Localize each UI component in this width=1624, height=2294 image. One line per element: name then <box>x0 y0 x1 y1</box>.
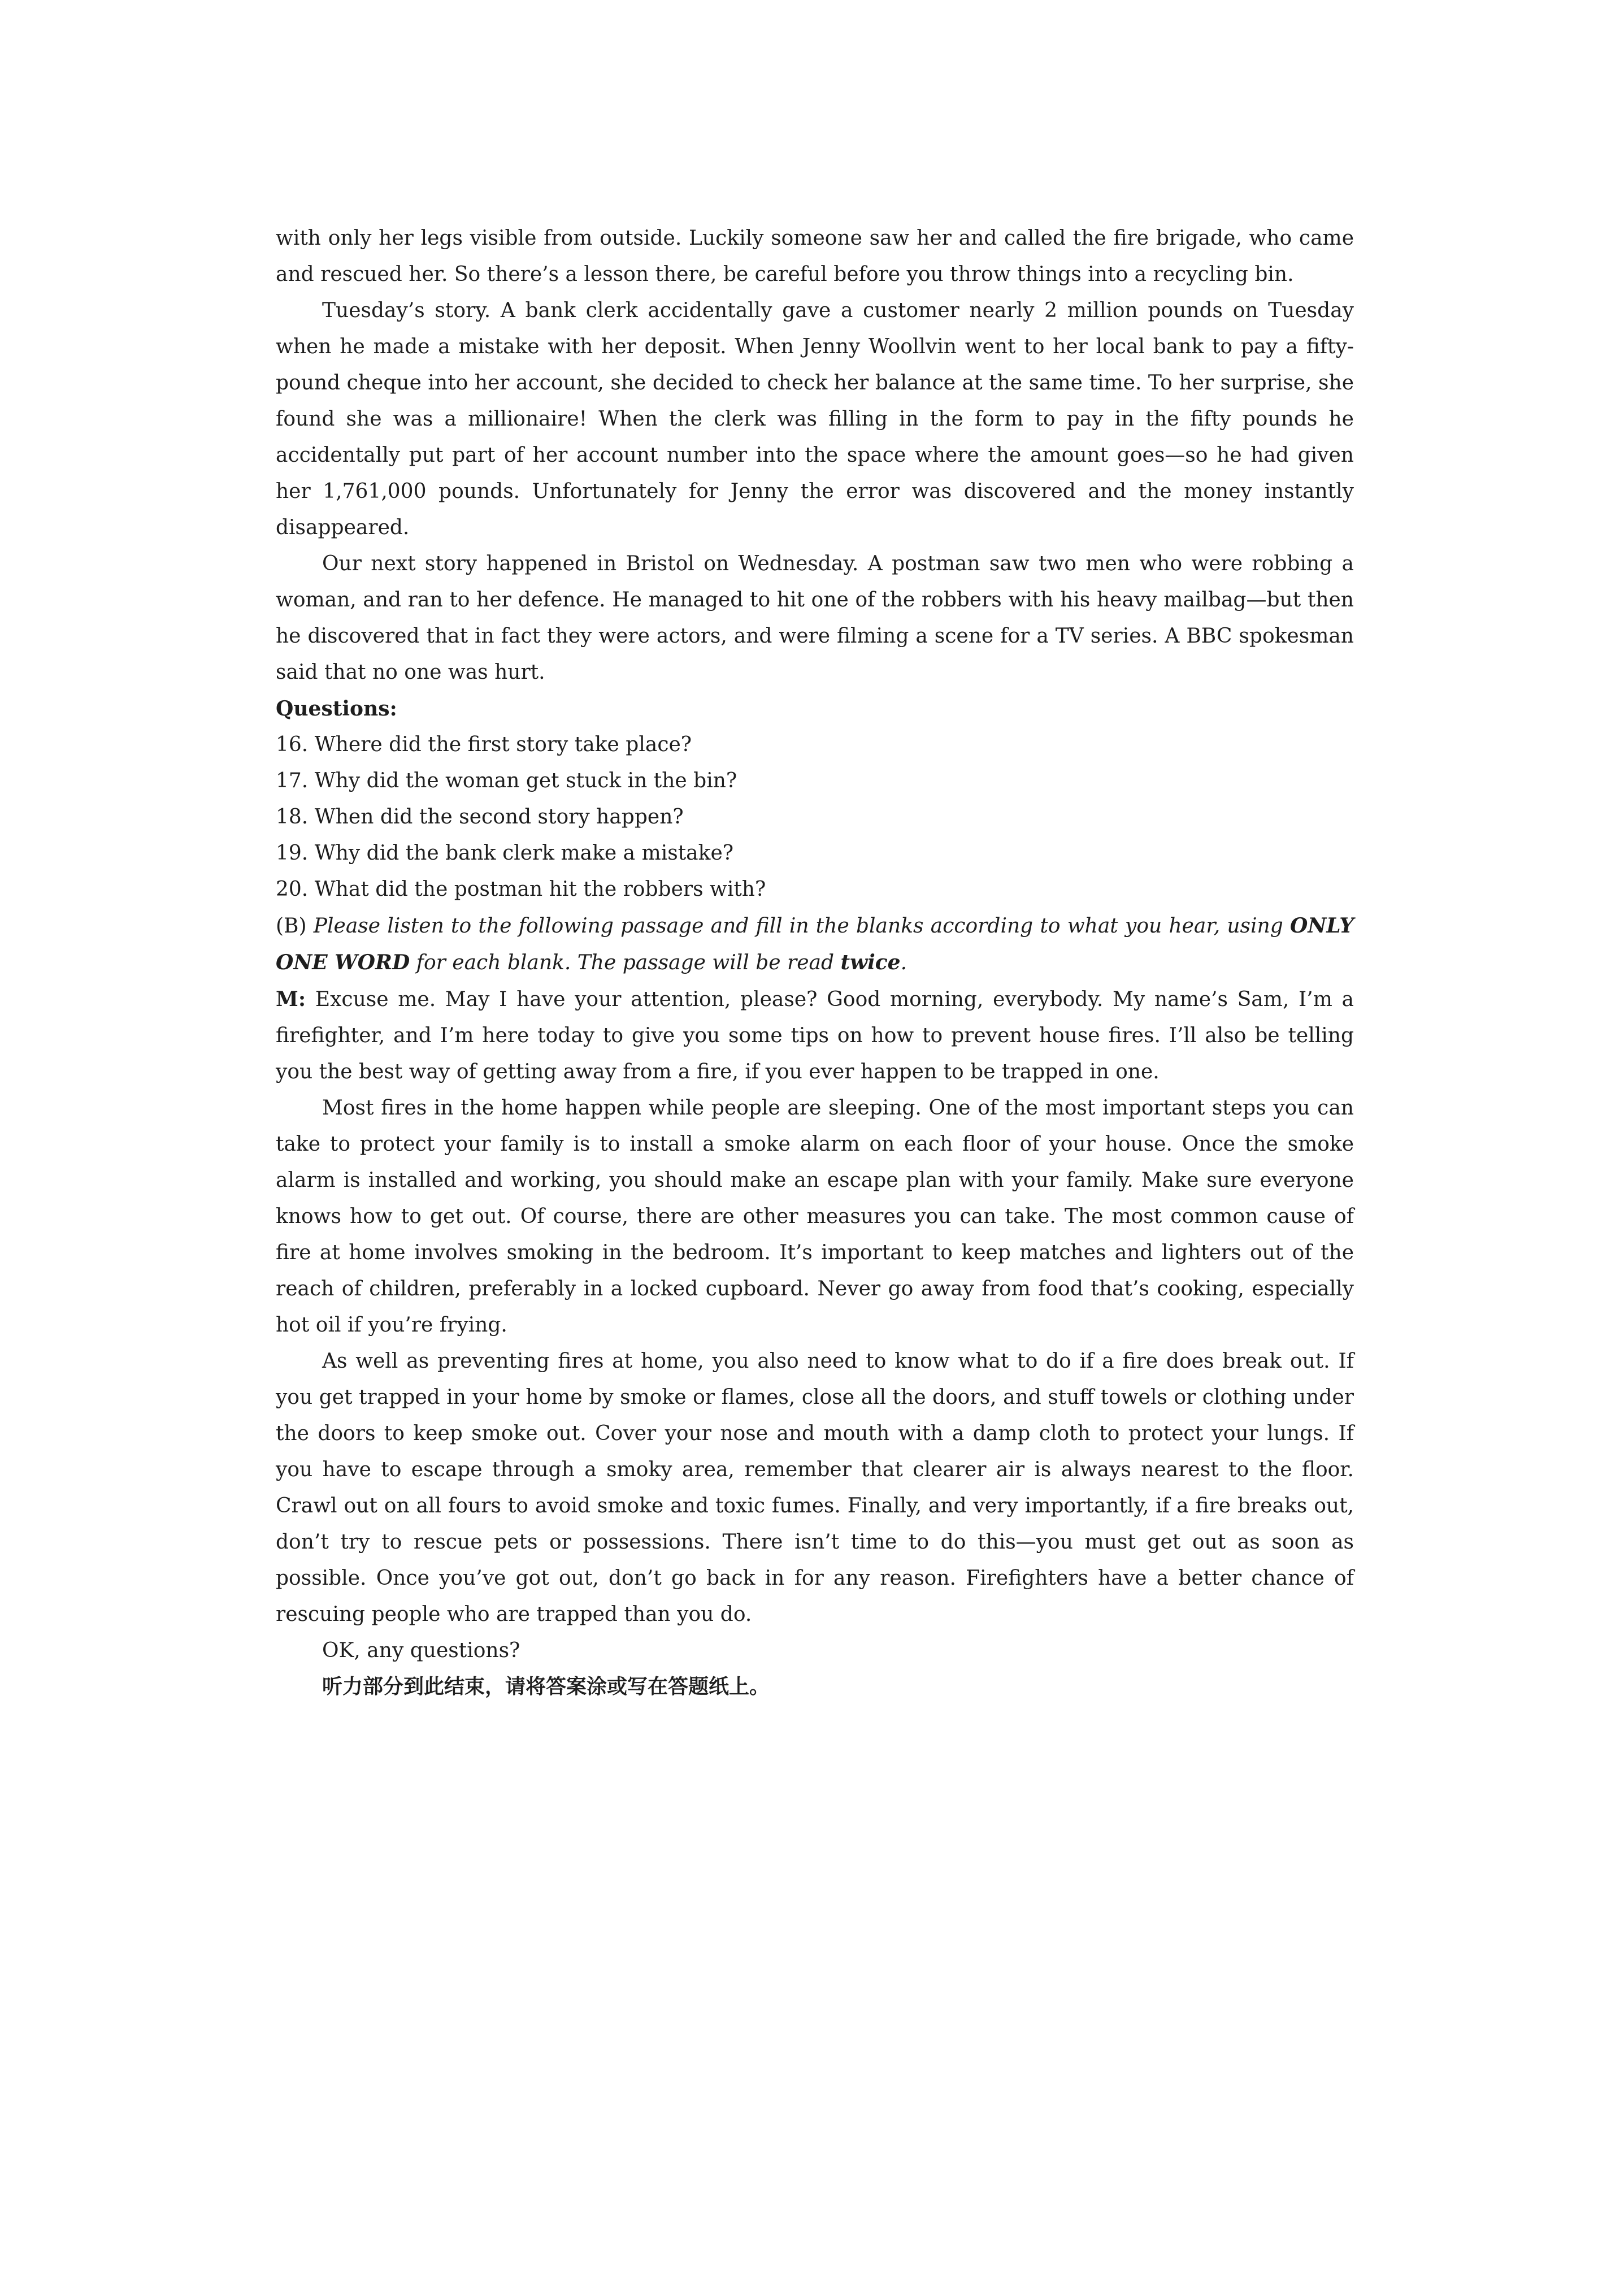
speaker-label: M: <box>276 987 306 1011</box>
passage-intro-text: Excuse me. May I have your attention, please? Good morning, everybody. My name’s Sam, I’m a firefighter, and I’m here today to give you some tips on how to prevent house fires. I’ll also be telling you the best way of getting away from a fire, if you ever happen to be trapped in one. <box>276 988 1354 1083</box>
instruction-emphasis-one-word: ONLY ONE WORD <box>276 914 1354 974</box>
instruction-text-2: for each blank. The passage will be read <box>416 951 835 974</box>
question-16: 16. Where did the first story take place? <box>276 733 692 756</box>
questions-heading: Questions: <box>276 697 397 721</box>
story-paragraph-wednesday: Our next story happened in Bristol on Wednesday. A postman saw two men who were robbing a woman, and ran to her defence. He managed to hit one of the robbers with his heavy mailbag—but then he discovered that in fact they were actors, and were filming a scene for a TV series. A BBC spokesman said that no one was hurt. <box>276 552 1354 684</box>
question-20: 20. What did the postman hit the robbers with? <box>276 878 766 901</box>
passage-paragraph-intro <box>276 981 1354 1090</box>
closing-line: OK, any questions? <box>322 1639 520 1662</box>
story-paragraph-tuesday: Tuesday’s story. A bank clerk accidentally gave a customer nearly 2 million pounds on Tuesday when he made a mistake with her deposit. When Jenny Woollvin went to her local bank to pay a fifty-pound cheque into her account, she decided to check her balance at the same time. To her surprise, she found she was a millionaire! When the clerk was filling in the form to pay in the fifty pounds he accidentally put part of her account number into the space where the amount goes—so he had given her 1,761,000 pounds. Unfortunately for Jenny the error was discovered and the money instantly disappeared. <box>276 299 1354 539</box>
question-17: 17. Why did the woman get stuck in the bin? <box>276 769 737 792</box>
instruction-emphasis-twice: twice <box>840 951 901 974</box>
question-18: 18. When did the second story happen? <box>276 805 684 829</box>
section-b-label: (B) <box>276 914 307 938</box>
document-page <box>276 220 1354 1705</box>
question-19: 19. Why did the bank clerk make a mistake? <box>276 842 734 865</box>
instruction-end: . <box>900 951 907 974</box>
passage-paragraph-prevention: Most fires in the home happen while people are sleeping. One of the most important steps you can take to protect your family is to install a smoke alarm on each floor of your house. Once the smoke alarm is installed and working, you should make an escape plan with your family. Make sure everyone knows how to get out. Of course, there are other measures you can take. The most common cause of fire at home involves smoking in the bedroom. It’s important to keep matches and lighters out of the reach of children, preferably in a locked cupboard. Never go away from food that’s cooking, especially hot oil if you’re frying. <box>276 1096 1354 1337</box>
passage-paragraph-escape: As well as preventing fires at home, you also need to know what to do if a fire does break out. If you get trapped in your home by smoke or flames, close all the doors, and stuff towels or clothing under the doors to keep smoke out. Cover your nose and mouth with a damp cloth to protect your lungs. If you have to escape through a smoky area, remember that clearer air is always nearest to the floor. Crawl out on all fours to avoid smoke and toxic fumes. Finally, and very importantly, if a fire breaks out, don’t try to rescue pets or possessions. There isn’t time to do this—you must get out as soon as possible. Once you’ve got out, don’t go back in for any reason. Firefighters have a better chance of rescuing people who are trapped than you do. <box>276 1350 1354 1626</box>
story-paragraph-continued: with only her legs visible from outside. Luckily someone saw her and called the fire brigade, who came and rescued her. So there’s a lesson there, be careful before you throw things into a recycling bin. <box>276 227 1354 286</box>
section-b-instruction <box>276 908 1354 981</box>
instruction-text-1: Please listen to the following passage and fill in the blanks according to what you hear, using <box>313 914 1283 938</box>
end-of-listening-note: 听力部分到此结束，请将答案涂或写在答题纸上。 <box>322 1675 770 1698</box>
